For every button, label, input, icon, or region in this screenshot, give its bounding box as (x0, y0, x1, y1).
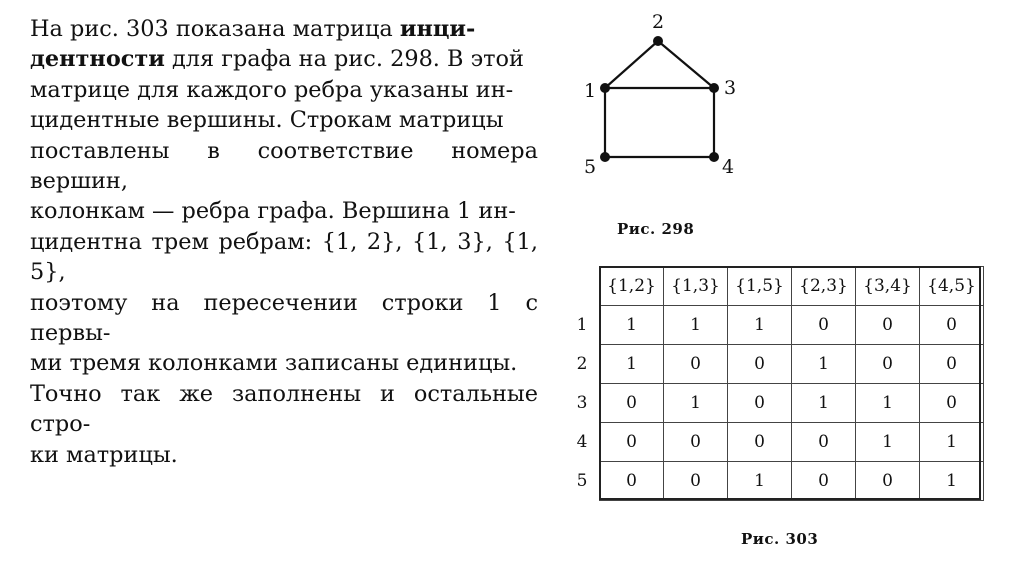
vertex-1 (600, 83, 610, 93)
text-line: поставлены в соответствие номера вершин, (30, 137, 538, 195)
row-label: 5 (576, 471, 588, 491)
matrix-cell: 1 (792, 384, 856, 423)
vertex-label-1: 1 (584, 80, 597, 102)
text-line: дентности для графа на рис. 298. В этой (30, 46, 524, 73)
matrix-cell: 0 (856, 345, 920, 384)
matrix-cell: 0 (792, 462, 856, 501)
matrix-cell: 1 (664, 384, 728, 423)
incidence-matrix (565, 266, 984, 501)
matrix-cell: 1 (728, 462, 792, 501)
matrix-cell: 1 (728, 306, 792, 345)
matrix-cell: 0 (728, 384, 792, 423)
figure-caption-303: Рис. 303 (741, 530, 819, 548)
vertex-2 (653, 36, 663, 46)
column-header: {4,5} (920, 267, 984, 306)
table-row (565, 345, 984, 384)
column-header: {2,3} (792, 267, 856, 306)
matrix-cell: 0 (728, 423, 792, 462)
matrix-cell: 1 (920, 462, 984, 501)
row-label: 4 (576, 432, 588, 452)
row-label: 2 (576, 354, 588, 374)
matrix-cell: 0 (792, 423, 856, 462)
matrix-cell: 0 (600, 423, 664, 462)
text-line: ми тремя колонками записаны единицы. (30, 350, 518, 377)
matrix-cell: 1 (664, 306, 728, 345)
text-line: Точно так же заполнены и остальные стро- (30, 380, 538, 438)
matrix-cell: 0 (664, 345, 728, 384)
matrix-cell: 0 (856, 306, 920, 345)
matrix-cell: 0 (728, 345, 792, 384)
matrix-cell: 1 (856, 423, 920, 462)
table-row (565, 423, 984, 462)
column-header: {1,2} (600, 267, 664, 306)
table-row (565, 462, 984, 501)
column-header: {3,4} (856, 267, 920, 306)
text-line: ки матрицы. (30, 441, 178, 468)
matrix-cell: 0 (920, 306, 984, 345)
matrix-cell: 0 (856, 462, 920, 501)
figure-caption-298: Рис. 298 (617, 220, 695, 238)
vertex-3 (709, 83, 719, 93)
header-row (565, 267, 984, 306)
matrix-cell: 0 (792, 306, 856, 345)
vertex-label-2: 2 (652, 11, 665, 33)
vertex-4 (709, 152, 719, 162)
vertex-5 (600, 152, 610, 162)
vertex-label-3: 3 (724, 77, 737, 99)
vertex-label-5: 5 (584, 156, 597, 178)
body-paragraph (30, 14, 538, 470)
text-line: На рис. 303 показана матрица инци- (30, 16, 476, 42)
vertex-label-4: 4 (722, 156, 735, 178)
matrix-cell: 0 (664, 462, 728, 501)
text-line: матрице для каждого ребра указаны ин- (30, 76, 514, 103)
row-label: 1 (576, 315, 588, 335)
matrix-cell: 1 (600, 345, 664, 384)
column-header: {1,5} (728, 267, 792, 306)
matrix-cell: 0 (920, 345, 984, 384)
table-row (565, 306, 984, 345)
matrix-cell: 1 (920, 423, 984, 462)
matrix-cell: 0 (600, 384, 664, 423)
matrix-cell: 0 (664, 423, 728, 462)
edge-1-2 (605, 41, 658, 88)
graph-diagram (570, 6, 760, 206)
matrix-cell: 1 (600, 306, 664, 345)
text-line: цидентна трем ребрам: {1, 2}, {1, 3}, {1, 5}, (30, 228, 538, 286)
matrix-cell: 1 (856, 384, 920, 423)
edge-2-3 (658, 41, 714, 88)
matrix-cell: 0 (600, 462, 664, 501)
matrix-cell: 0 (920, 384, 984, 423)
text-line: цидентные вершины. Строкам матрицы (30, 107, 504, 134)
text-line: поэтому на пересечении строки 1 с первы- (30, 289, 538, 347)
text-line: колонкам — ребра графа. Вершина 1 ин- (30, 198, 516, 225)
column-header: {1,3} (664, 267, 728, 306)
row-label: 3 (576, 393, 588, 413)
table-row (565, 384, 984, 423)
matrix-cell: 1 (792, 345, 856, 384)
